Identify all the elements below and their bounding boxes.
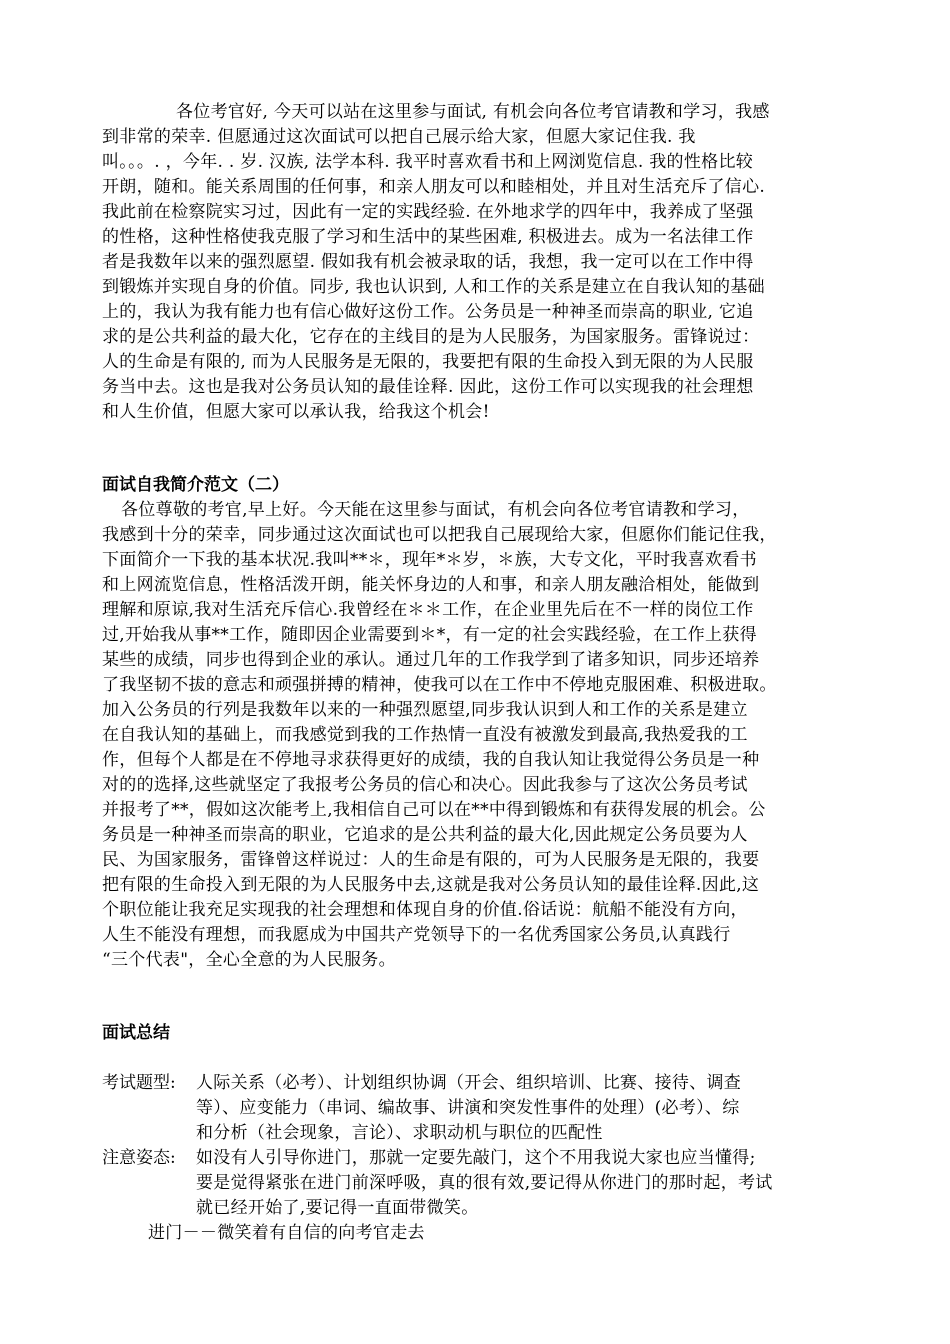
exam-types-label: 考试题型: xyxy=(102,1073,176,1093)
paragraph-line: 叫。。。. ，今年. . 岁. 汉族, 法学本科. 我平时喜欢看书和上网浏览信息. 我的性格比较 xyxy=(102,152,754,172)
paragraph-line: 我感到十分的荣幸，同步通过这次面试也可以把我自己展现给大家，但愿你们能记住我， xyxy=(102,525,777,545)
entrance-note: 进门－－微笑着有自信的向考官走去 xyxy=(148,1223,425,1243)
paragraph-line: 某些的成绩，同步也得到企业的承认。通过几年的工作我学到了诸多知识，同步还培养 xyxy=(102,650,760,670)
paragraph-line: 对的的选择,这些就坚定了我报考公务员的信心和决心。因此我参与了这次公务员考试 xyxy=(102,775,748,795)
paragraph-line: 把有限的生命投入到无限的为人民服务中去,这就是我对公务员认知的最佳诠释.因此,这 xyxy=(102,875,760,895)
paragraph-line: 和上网流览信息，性格活泼开朗，能关怀身边的人和事，和亲人朋友融洽相处，能做到 xyxy=(102,575,760,595)
paragraph-line: 上的，我认为我有能力也有信心做好这份工作。公务员是一种神圣而崇高的职业, 它追 xyxy=(102,302,754,322)
paragraph-line: 民、为国家服务，雷锋曾这样说过：人的生命是有限的，可为人民服务是无限的，我要 xyxy=(102,850,760,870)
posture-label: 注意姿态: xyxy=(102,1148,176,1168)
paragraph-line: 到锻炼并实现自身的价值。同步, 我也认识到, 人和工作的关系是建立在自我认知的基础 xyxy=(102,277,765,297)
paragraph-line: 人的生命是有限的, 而为人民服务是无限的，我要把有限的生命投入到无限的为人民服 xyxy=(102,352,754,372)
paragraph-line: 和人生价值，但愿大家可以承认我，给我这个机会! xyxy=(102,402,490,422)
paragraph-line: 加入公务员的行列是我数年以来的一种强烈愿望,同步我认识到人和工作的关系是建立 xyxy=(102,700,748,720)
paragraph-line: “三个代表"，全心全意的为人民服务。 xyxy=(102,950,396,970)
section-3-heading: 面试总结 xyxy=(102,1023,170,1043)
paragraph-line: 人生不能没有理想，而我愿成为中国共产党领导下的一名优秀国家公务员,认真践行 xyxy=(102,925,731,945)
paragraph-line: 到非常的荣幸. 但愿通过这次面试可以把自己展示给大家，但愿大家记住我. 我 xyxy=(102,127,696,147)
paragraph-line: 理解和原谅,我对生活充斥信心.我曾经在＊＊工作，在企业里先后在不一样的岗位工作 xyxy=(102,600,754,620)
posture-line: 要是觉得紧张在进门前深呼吸，真的很有效,要记得从你进门的那时起，考试 xyxy=(196,1173,773,1193)
paragraph-line: 求的是公共利益的最大化，它存在的主线目的是为人民服务，为国家服务。雷锋说过： xyxy=(102,327,760,347)
paragraph-line: 各位考官好, 今天可以站在这里参与面试, 有机会向各位考官请教和学习，我感 xyxy=(176,102,770,122)
exam-types-line: 人际关系（必考）、计划组织协调（开会、组织培训、比赛、接待、调查 xyxy=(196,1073,742,1093)
paragraph-line: 者是我数年以来的强烈愿望. 假如我有机会被录取的话，我想，我一定可以在工作中得 xyxy=(102,252,754,272)
section-2-heading: 面试自我简介范文（二） xyxy=(102,475,289,495)
paragraph-line: 过,开始我从事**工作，随即因企业需要到＊*，有一定的社会实践经验，在工作上获得 xyxy=(102,625,757,645)
paragraph-line: 务员是一种神圣而崇高的职业，它追求的是公共利益的最大化,因此规定公务员要为人 xyxy=(102,825,748,845)
paragraph-line: 我此前在检察院实习过，因此有一定的实践经验. 在外地求学的四年中，我养成了坚强 xyxy=(102,202,754,222)
paragraph-line: 务当中去。这也是我对公务员认知的最佳诠释. 因此，这份工作可以实现我的社会理想 xyxy=(102,377,754,397)
exam-types-line: 和分析（社会现象，言论）、求职动机与职位的匹配性 xyxy=(196,1123,603,1143)
paragraph-line: 下面简介一下我的基本状况.我叫**＊，现年*＊岁，＊族，大专文化，平时我喜欢看书 xyxy=(102,550,757,570)
paragraph-line: 开朗，随和。能关系周围的任何事，和亲人朋友可以和睦相处，并且对生活充斥了信心. xyxy=(102,177,766,197)
paragraph-line: 在自我认知的基础上，而我感觉到我的工作热情一直没有被激发到最高,我热爱我的工 xyxy=(102,725,748,745)
exam-types-line: 等）、应变能力（串词、编故事、讲演和突发性事件的处理）(必考）、综 xyxy=(196,1098,740,1118)
posture-line: 就已经开始了,要记得一直面带微笑。 xyxy=(196,1198,479,1218)
posture-line: 如没有人引导你进门，那就一定要先敲门，这个不用我说大家也应当懂得; xyxy=(196,1148,756,1168)
paragraph-line: 并报考了**，假如这次能考上,我相信自己可以在**中得到锻炼和有获得发展的机会。公 xyxy=(102,800,766,820)
paragraph-line: 个职位能让我充足实现我的社会理想和体现自身的价值.俗话说：航船不能没有方向， xyxy=(102,900,748,920)
paragraph-line: 了我坚韧不拔的意志和顽强拼搏的精神，使我可以在工作中不停地克服困难、积极进取。 xyxy=(102,675,777,695)
paragraph-line: 的性格，这种性格使我克服了学习和生活中的某些困难, 积极进去。成为一名法律工作 xyxy=(102,227,754,247)
paragraph-line: 各位尊敬的考官,早上好。今天能在这里参与面试，有机会向各位考官请教和学习， xyxy=(121,500,750,520)
paragraph-line: 作，但每个人都是在不停地寻求获得更好的成绩，我的自我认知让我觉得公务员是一种 xyxy=(102,750,760,770)
